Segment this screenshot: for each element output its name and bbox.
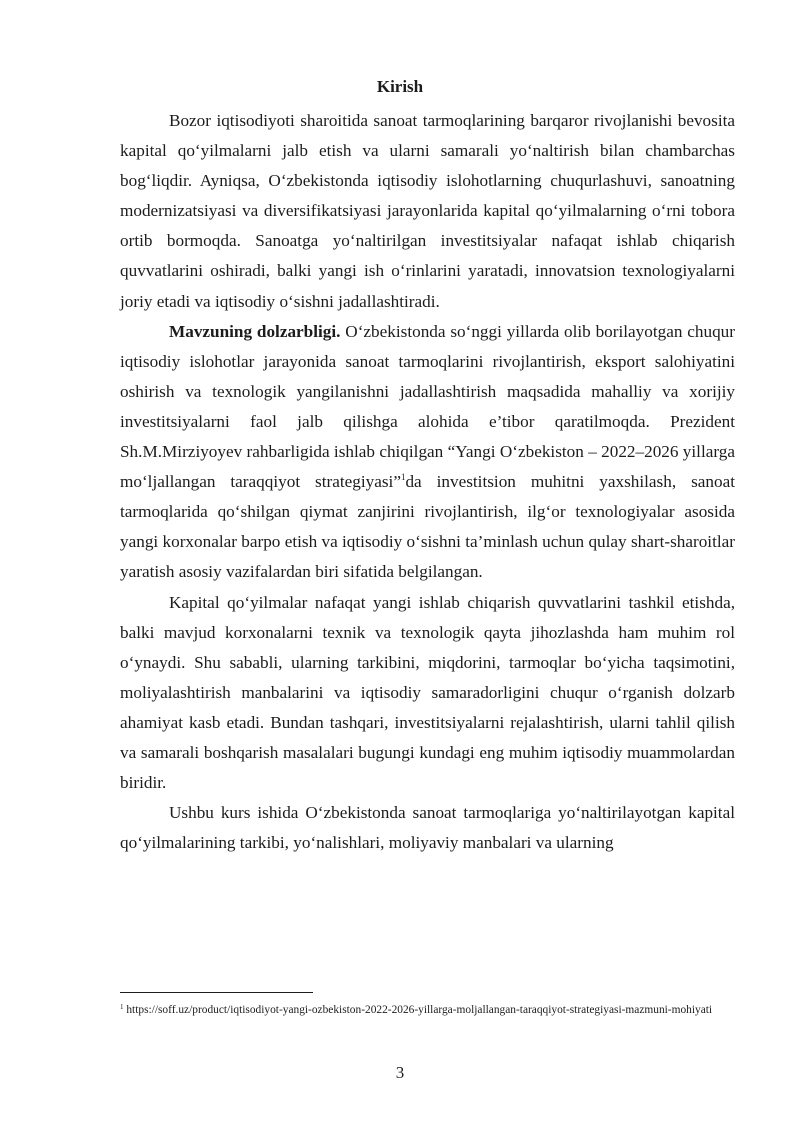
page-number: 3 bbox=[395, 1063, 405, 1082]
relevance-text-part1: O‘zbekistonda so‘nggi yillarda olib borilayotgan chuqur iqtisodiy islohotlar jarayonida sanoat tarmoqlarini rivojlantirish, eksport salohiyatini oshirish va texnologik yangilanishni jadallashtirish maqsadida mahalliy va xorijiy investitsiyalarni faol jalb qilishga alohida e’tibor qaratilmoqda. Prezident Sh.M.Mirziyoyev rahbarligida ishlab chiqilgan “Yangi O‘zbekiston – 2022–2026 yillarga mo‘ljallangan taraqqiyot strategiyasi” bbox=[120, 321, 736, 492]
relevance-text-part2: da investitsion muhitni yaxshilash, sanoat tarmoqlarida qo‘shilgan qiymat zanjirini rivojlantirish, ilg‘or texnologiyalar asosida yangi korxonalar barpo etish va iqtisodiy o‘sishni ta’minlash uchun qulay shart-sharoitlar yaratish asosiy vazifalardan biri sifatida belgilangan. bbox=[120, 472, 735, 582]
footnote-number: 1 bbox=[120, 1003, 124, 1011]
footnote-separator bbox=[120, 992, 313, 993]
paragraph-relevance bbox=[120, 317, 735, 588]
paragraph-course-work: Ushbu kurs ishida O‘zbekistonda sanoat tarmoqlariga yo‘naltirilayotgan kapital qo‘yilmalarining tarkibi, yo‘nalishlari, moliyaviy manbalari va ularning bbox=[120, 803, 735, 853]
relevance-label: Mavzuning dolzarbligi. bbox=[169, 321, 341, 341]
paragraph-capital-investment: Kapital qo‘yilmalar nafaqat yangi ishlab chiqarish quvvatlarini tashkil etishda, balki mavjud korxonalarni texnik va texnologik qayta jihozlashda ham muhim rol o‘ynaydi. Shu sababli, ularning tarkibini, miqdorini, tarmoqlar bo‘yicha taqsimotini, moliyalashtirish manbalarini va iqtisodiy samaradorligini chuqur o‘rganish dolzarb ahamiyat kasb etadi. Bundan tashqari, investitsiyalarni rejalashtirish, ularni tahlil qilish va samarali boshqarish masalalari bugungi kundagi eng muhim iqtisodiy muammolardan biridir. bbox=[120, 592, 735, 793]
section-heading: Kirish bbox=[376, 77, 424, 96]
paragraph-intro: Bozor iqtisodiyoti sharoitida sanoat tarmoqlarining barqaror rivojlanishi bevosita kapital qo‘yilmalarni jalb etish va ularni samarali yo‘naltirish bilan chambarchas bog‘liqdir. Ayniqsa, O‘zbekistonda iqtisodiy islohotlarning chuqurlashuvi, sanoatning modernizatsiyasi va diversifikatsiyasi jarayonlarida kapital qo‘yilmalarning o‘rni tobora ortib bormoqda. Sanoatga yo‘naltirilgan investitsiyalar nafaqat ishlab chiqarish quvvatlarini oshiradi, balki yangi ish o‘rinlarini yaratadi, innovatsion texnologiyalarni joriy etadi va iqtisodiy o‘sishni jadallashtiradi. bbox=[120, 111, 735, 311]
footnote-link[interactable]: https://soff.uz/product/iqtisodiyot-yangi-ozbekiston-2022-2026-yillarga-moljallangan-taraqqiyot-strategiyasi-mazmuni-mohiyati bbox=[123, 1004, 713, 1016]
footnote-reference[interactable]: 1 bbox=[400, 472, 406, 483]
body-text bbox=[120, 106, 735, 858]
footnote bbox=[120, 1003, 735, 1018]
